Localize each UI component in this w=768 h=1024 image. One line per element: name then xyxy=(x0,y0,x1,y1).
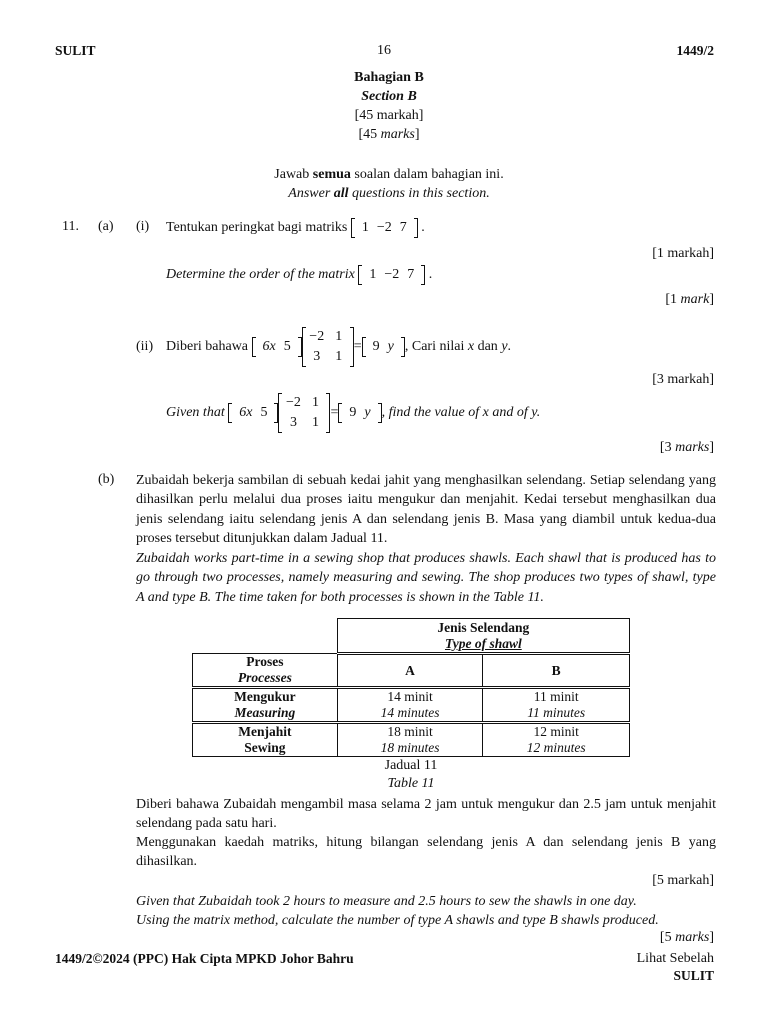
section-marks-ms: [45 markah] xyxy=(354,108,424,123)
part-b-given-en: Given that Zubaidah took 2 hours to measure and 2.5 hours to sew the shawls in one day. xyxy=(136,894,637,909)
part-b-text-en: Zubaidah works part-time in a sewing shop that produces shawls. Each shawl that is produced has to go through two processes, namely measuring and sewing. The shop produces two types of shawl, type A and type B. The time taken for both processes is shown in the Table 11. xyxy=(136,551,716,605)
section-title-en: Section B xyxy=(361,89,417,104)
header-classification: SULIT xyxy=(55,43,96,58)
mark-i-ms: [1 markah] xyxy=(652,246,714,261)
table-row-label: Mengukur Measuring xyxy=(193,688,338,723)
lhs-matrix-en: 6x 5 xyxy=(228,403,278,423)
question-ii-ms: Diberi bahawa 6x 5 −2 1 3 1 = 9 y , Cari nilai x dan y. xyxy=(166,325,511,369)
table-cell: 12 minit 12 minutes xyxy=(483,723,630,757)
row-matrix-en: 1 −2 7 xyxy=(358,265,425,285)
part-b-task-ms: Menggunakan kaedah matriks, hitung bilangan selendang jenis A dan selendang jenis B yang dihasilkan. xyxy=(136,835,716,870)
table-caption-ms: Jadual 11 xyxy=(384,758,438,773)
table-cell: 11 minit 11 minutes xyxy=(483,688,630,723)
page-number: 16 xyxy=(377,43,391,58)
part-b-label: (b) xyxy=(98,472,115,487)
section-marks-en: [45 marks] xyxy=(358,127,420,142)
question-i-en: Determine the order of the matrix 1 −2 7 . xyxy=(166,264,432,286)
table-row-label: Menjahit Sewing xyxy=(193,723,338,757)
table-header-processes: Proses Processes xyxy=(193,654,338,688)
row-matrix: 1 −2 7 xyxy=(351,218,418,238)
sub-i-label: (i) xyxy=(136,219,150,234)
mark-ii-en: [3 marks] xyxy=(659,440,714,455)
lhs-matrix: 6x 5 xyxy=(252,337,302,357)
footer-turn-over: Lihat Sebelah xyxy=(636,951,714,966)
table-cell: 14 minit 14 minutes xyxy=(337,688,483,723)
table-11 xyxy=(192,618,630,757)
mark-i-en: [1 mark] xyxy=(665,292,714,307)
mark-ii-ms: [3 markah] xyxy=(652,372,714,387)
question-ii-en: Given that 6x 5 −2 1 3 1 = 9 y , find the value of x and of y. xyxy=(166,391,540,435)
footer-classification: SULIT xyxy=(673,968,714,983)
table-row xyxy=(193,688,630,723)
mark-b-ms: [5 markah] xyxy=(652,873,714,888)
question-i-ms: Tentukan peringkat bagi matriks 1 −2 7 . xyxy=(166,217,425,239)
table-row xyxy=(193,723,630,757)
sub-ii-label: (ii) xyxy=(136,339,154,354)
section-title-ms: Bahagian B xyxy=(354,70,424,85)
table-header-a: A xyxy=(337,654,483,688)
footer-copyright: 1449/2©2024 (PPC) Hak Cipta MPKD Johor Bahru xyxy=(55,951,354,966)
square-matrix: −2 1 3 1 xyxy=(302,327,354,367)
table-cell: 18 minit 18 minutes xyxy=(337,723,483,757)
table-empty-corner xyxy=(193,619,338,654)
rhs-matrix: 9 y xyxy=(362,337,405,357)
instruction-en: Answer all questions in this section. xyxy=(288,186,490,201)
table-caption-en: Table 11 xyxy=(387,776,435,791)
square-matrix-en: −2 1 3 1 xyxy=(278,393,330,433)
paper-code: 1449/2 xyxy=(676,43,714,58)
part-b-given-ms: Diberi bahawa Zubaidah mengambil masa selama 2 jam untuk mengukur dan 2.5 jam untuk menjahit selendang pada satu hari. xyxy=(136,797,716,832)
table-group-header: Jenis Selendang Type of shawl xyxy=(337,619,629,654)
part-b-text-ms: Zubaidah bekerja sambilan di sebuah kedai jahit yang menghasilkan selendang. Setiap selendang yang dihasilkan perlu melalui dua proses iaitu mengukur dan menjahit. Kedai tersebut menghasilkan dua jenis selendang iaitu selendang jenis A dan selendang jenis B. Masa yang diambil untuk kedua-dua proses tersebut ditunjukkan dalam Jadual 11. xyxy=(136,473,716,547)
part-a-label: (a) xyxy=(98,219,114,234)
table-header-b: B xyxy=(483,654,630,688)
part-b-task-en: Using the matrix method, calculate the number of type A shawls and type B shawls produced. xyxy=(136,913,659,928)
question-number: 11. xyxy=(62,219,79,234)
mark-b-en: [5 marks] xyxy=(659,930,714,945)
instruction-ms: Jawab semua soalan dalam bahagian ini. xyxy=(274,167,504,182)
rhs-matrix-en: 9 y xyxy=(338,403,381,423)
